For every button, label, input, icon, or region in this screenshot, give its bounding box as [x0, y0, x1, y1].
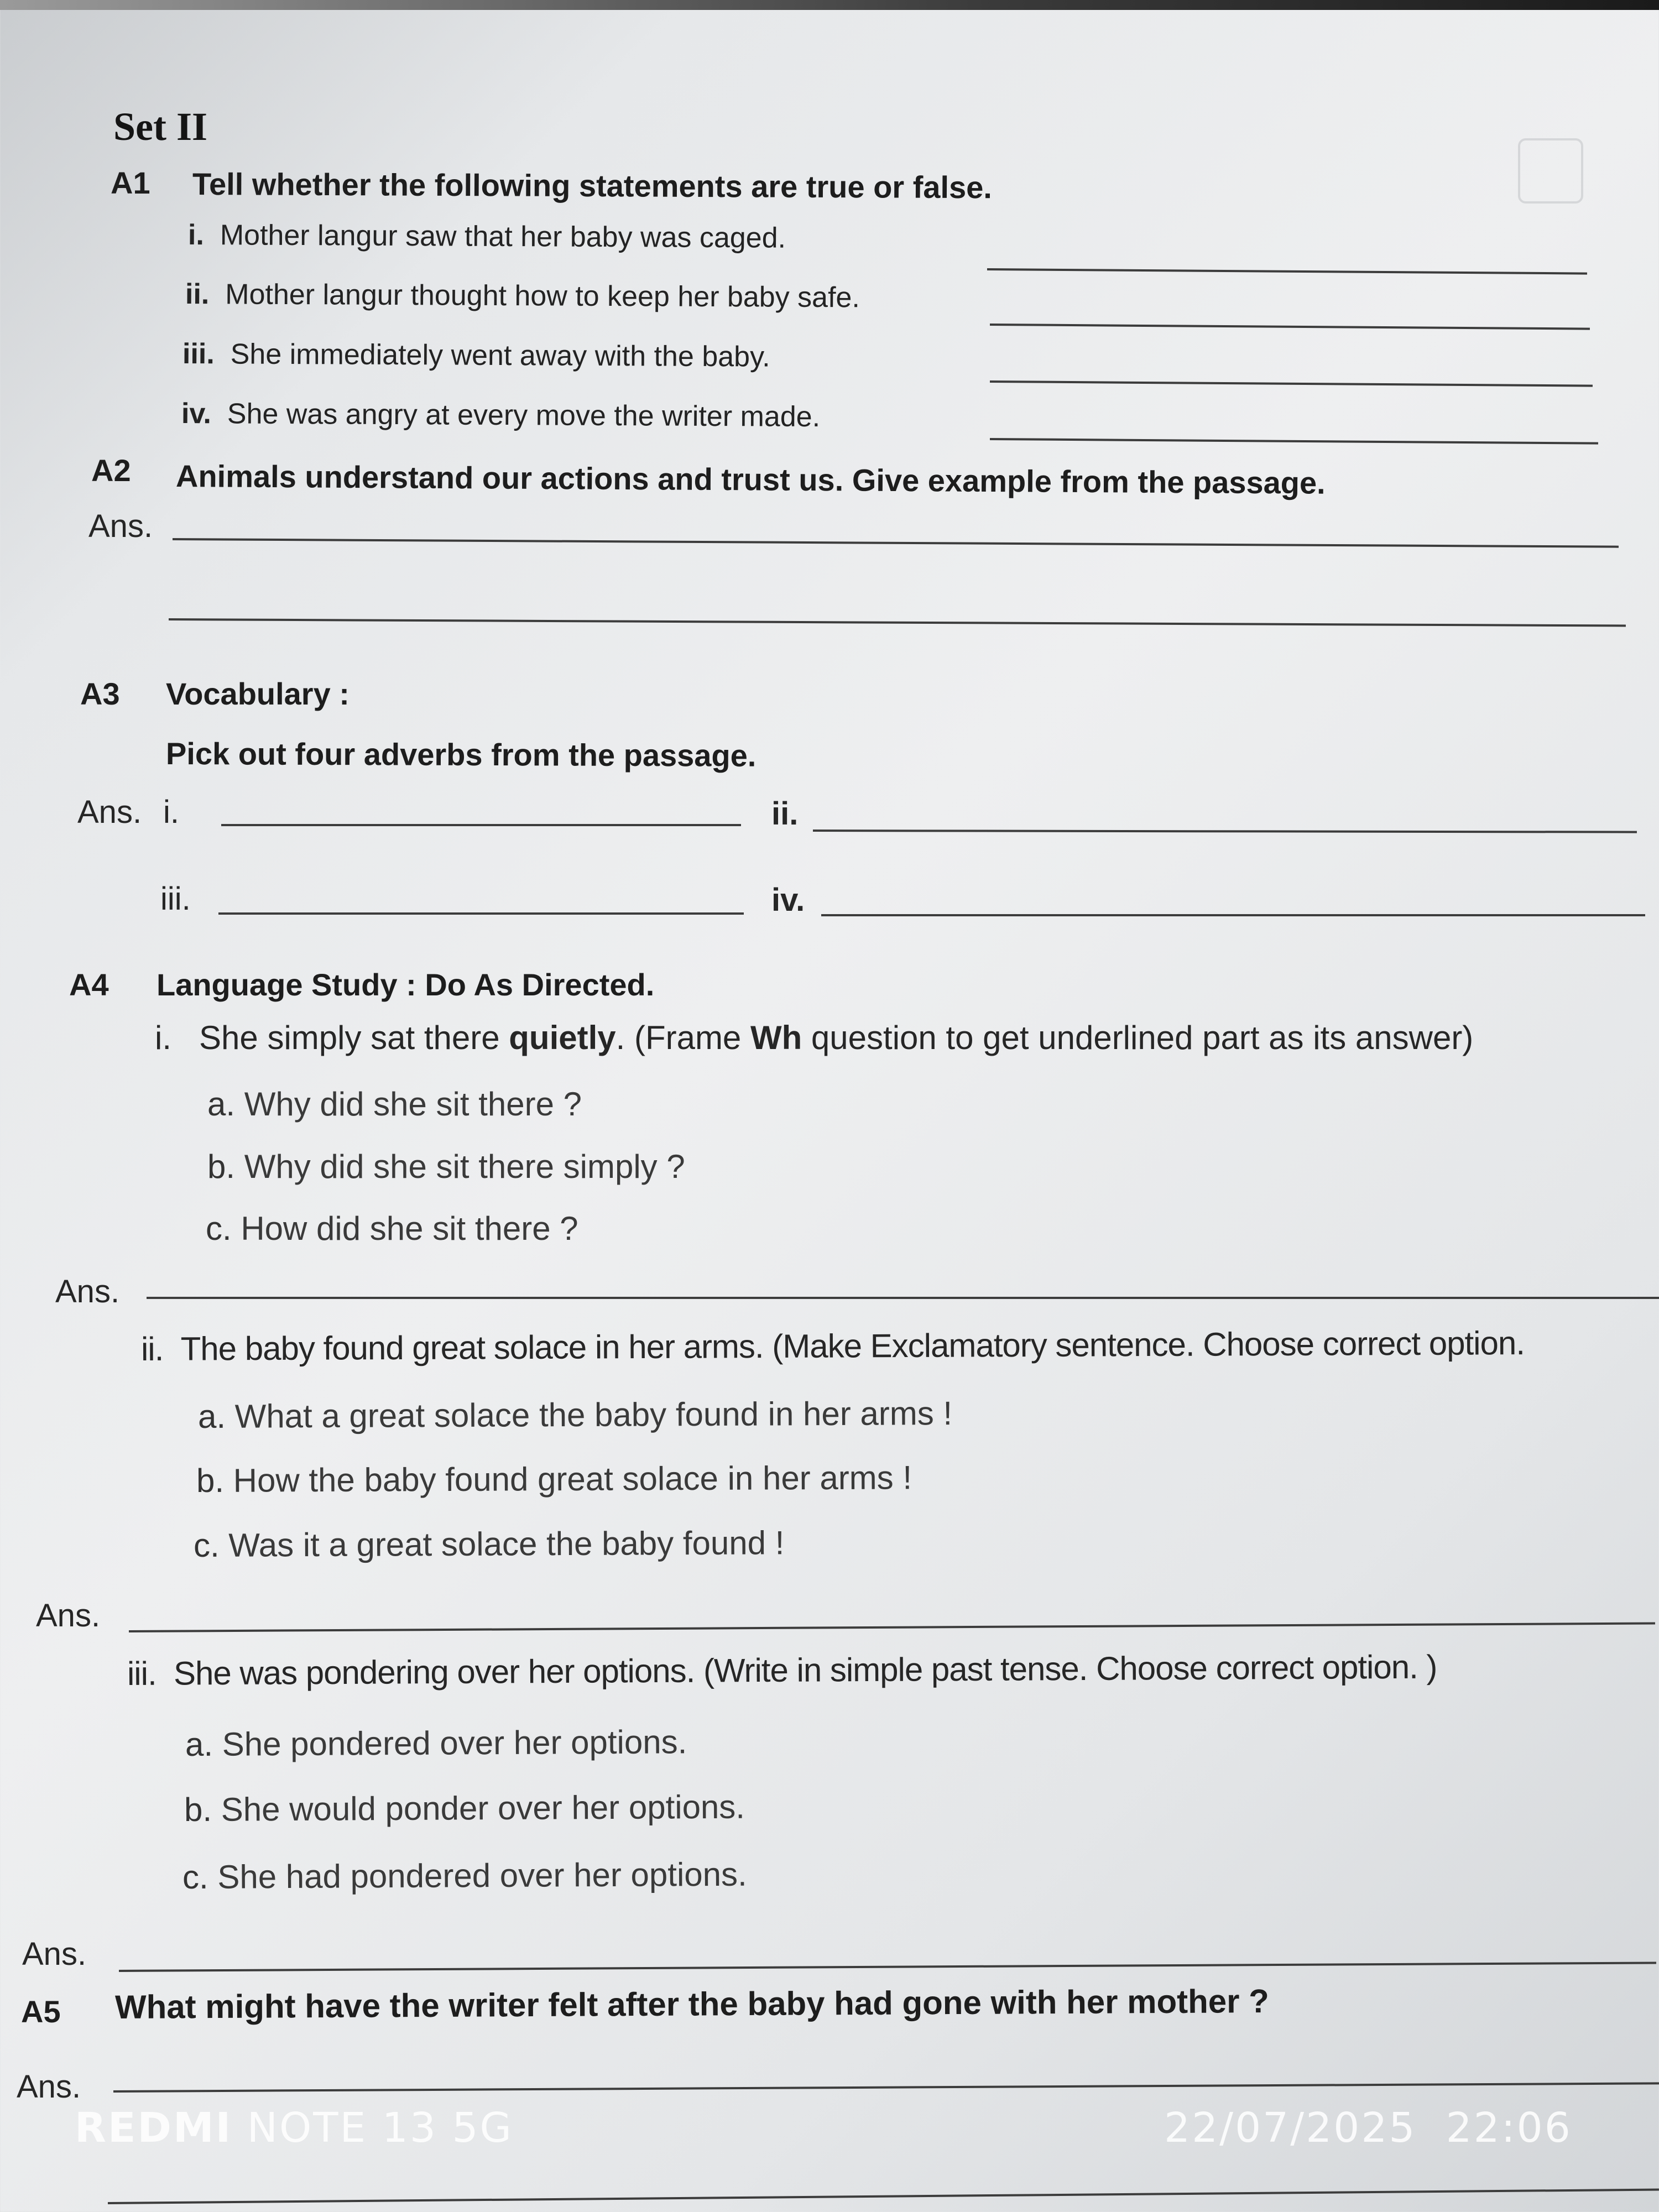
option-letter: a. [207, 1086, 236, 1123]
question-prompt: What might have the writer felt after the baby had gone with her mother ? [114, 1983, 1270, 2026]
sub-question-text: . (Frame [615, 1019, 750, 1056]
option-letter: a. [197, 1397, 226, 1435]
statement-item [185, 278, 860, 314]
sub-question-text: She was pondering over her options. (Write in simple past tense. Choose correct option. ) [173, 1648, 1437, 1692]
question-title: Language Study : Do As Directed. [156, 967, 655, 1002]
item-text: Mother langur thought how to keep her baby safe. [225, 278, 860, 314]
option-letter: c. [206, 1210, 232, 1247]
option-item [185, 1723, 687, 1764]
question-prompt: Tell whether the following statements are true or false. [192, 166, 993, 205]
ans-label: Ans. [55, 1274, 120, 1310]
item-text: Mother langur saw that her baby was caged. [220, 219, 786, 254]
answer-line[interactable] [119, 1961, 1656, 1972]
question-number: A3 [80, 676, 120, 711]
item-label: i. [187, 219, 205, 252]
statement-item [188, 218, 786, 255]
ans-label: Ans. [22, 1936, 87, 1972]
question-prompt: Animals understand our actions and trust us. Give example from the passage. [175, 458, 1326, 500]
ans-label: Ans. [77, 794, 142, 830]
option-letter: b. [196, 1462, 225, 1499]
answer-line[interactable] [129, 1623, 1655, 1632]
statement-item [181, 397, 820, 434]
question-title: Vocabulary : [166, 676, 349, 711]
question-prompt: Pick out four adverbs from the passage. [165, 736, 757, 773]
target-word: quietly [509, 1019, 616, 1056]
question-number: A1 [111, 165, 150, 200]
answer-blank[interactable] [990, 324, 1590, 330]
answer-blank[interactable] [990, 438, 1598, 445]
sub-question-label: ii. [140, 1330, 164, 1368]
sub-question-label: i. [155, 1019, 171, 1056]
sub-question-text: She simply sat there [199, 1019, 509, 1056]
option-item [184, 1788, 745, 1829]
answer-line[interactable] [108, 2189, 1659, 2204]
answer-line[interactable] [147, 1297, 1659, 1299]
photo-time: 22:06 [1446, 2104, 1572, 2152]
statement-item [182, 337, 770, 374]
answer-blank[interactable] [990, 380, 1593, 387]
option-letter: c. [193, 1526, 220, 1564]
option-text: She would ponder over her options. [221, 1788, 745, 1828]
ans-label: Ans. [36, 1598, 101, 1634]
item-label: iv. [181, 398, 212, 430]
option-letter: b. [184, 1791, 212, 1828]
option-item [194, 1524, 785, 1564]
answer-line[interactable] [169, 618, 1626, 627]
blank-label: iv. [771, 882, 805, 918]
sub-question-2 [141, 1324, 1525, 1368]
option-item [182, 1855, 747, 1896]
answer-blank[interactable] [218, 912, 744, 915]
option-text: How did she sit there ? [241, 1210, 578, 1247]
option-text: How the baby found great solace in her arms ! [233, 1459, 912, 1499]
blank-label: i. [163, 794, 179, 830]
option-item [198, 1394, 952, 1436]
option-text: Why did she sit there simply ? [244, 1148, 685, 1185]
answer-blank[interactable] [987, 268, 1587, 275]
answer-line[interactable] [173, 538, 1619, 548]
sub-question-text: question to get underlined part as its answer) [802, 1019, 1474, 1056]
item-text: She immediately went away with the baby. [230, 338, 770, 373]
blank-label: ii. [771, 796, 799, 832]
answer-line[interactable] [113, 2082, 1659, 2093]
wh-word: Wh [750, 1019, 802, 1056]
option-text: She pondered over her options. [222, 1723, 687, 1763]
answer-blank[interactable] [221, 824, 741, 826]
question-number: A4 [69, 967, 109, 1002]
option-text: Why did she sit there ? [244, 1086, 582, 1123]
camera-watermark-datetime [1164, 2104, 1572, 2152]
answer-blank[interactable] [821, 914, 1645, 916]
camera-watermark-device [75, 2104, 513, 2152]
set-title: Set II [113, 105, 208, 149]
question-number: A5 [21, 1994, 61, 2029]
item-label: ii. [185, 278, 210, 311]
option-text: What a great solace the baby found in her arms ! [234, 1395, 953, 1435]
ans-label: Ans. [17, 2069, 81, 2105]
answer-blank[interactable] [813, 830, 1637, 833]
blank-label: iii. [160, 881, 191, 917]
ans-label: Ans. [88, 508, 153, 544]
option-letter: b. [207, 1148, 236, 1185]
question-number: A2 [91, 453, 131, 488]
photo-date: 22/07/2025 [1164, 2104, 1417, 2152]
sub-question-text: The baby found great solace in her arms. (Make Exclamatory sentence. Choose correct option. [180, 1324, 1525, 1368]
sub-question-label: iii. [127, 1655, 156, 1692]
option-item [207, 1147, 685, 1186]
device-brand: REDMI [75, 2104, 233, 2152]
sub-question-3 [127, 1648, 1437, 1693]
option-text: Was it a great solace the baby found ! [228, 1524, 785, 1564]
option-letter: c. [182, 1858, 208, 1896]
sub-question-1 [155, 1019, 1473, 1057]
option-item [207, 1085, 582, 1123]
option-text: She had pondered over her options. [217, 1855, 747, 1896]
device-model: NOTE 13 5G [247, 2104, 513, 2152]
option-item [196, 1458, 912, 1500]
item-label: iii. [182, 338, 215, 371]
item-text: She was angry at every move the writer made. [227, 398, 821, 434]
option-item [206, 1209, 578, 1248]
option-letter: a. [185, 1725, 213, 1763]
